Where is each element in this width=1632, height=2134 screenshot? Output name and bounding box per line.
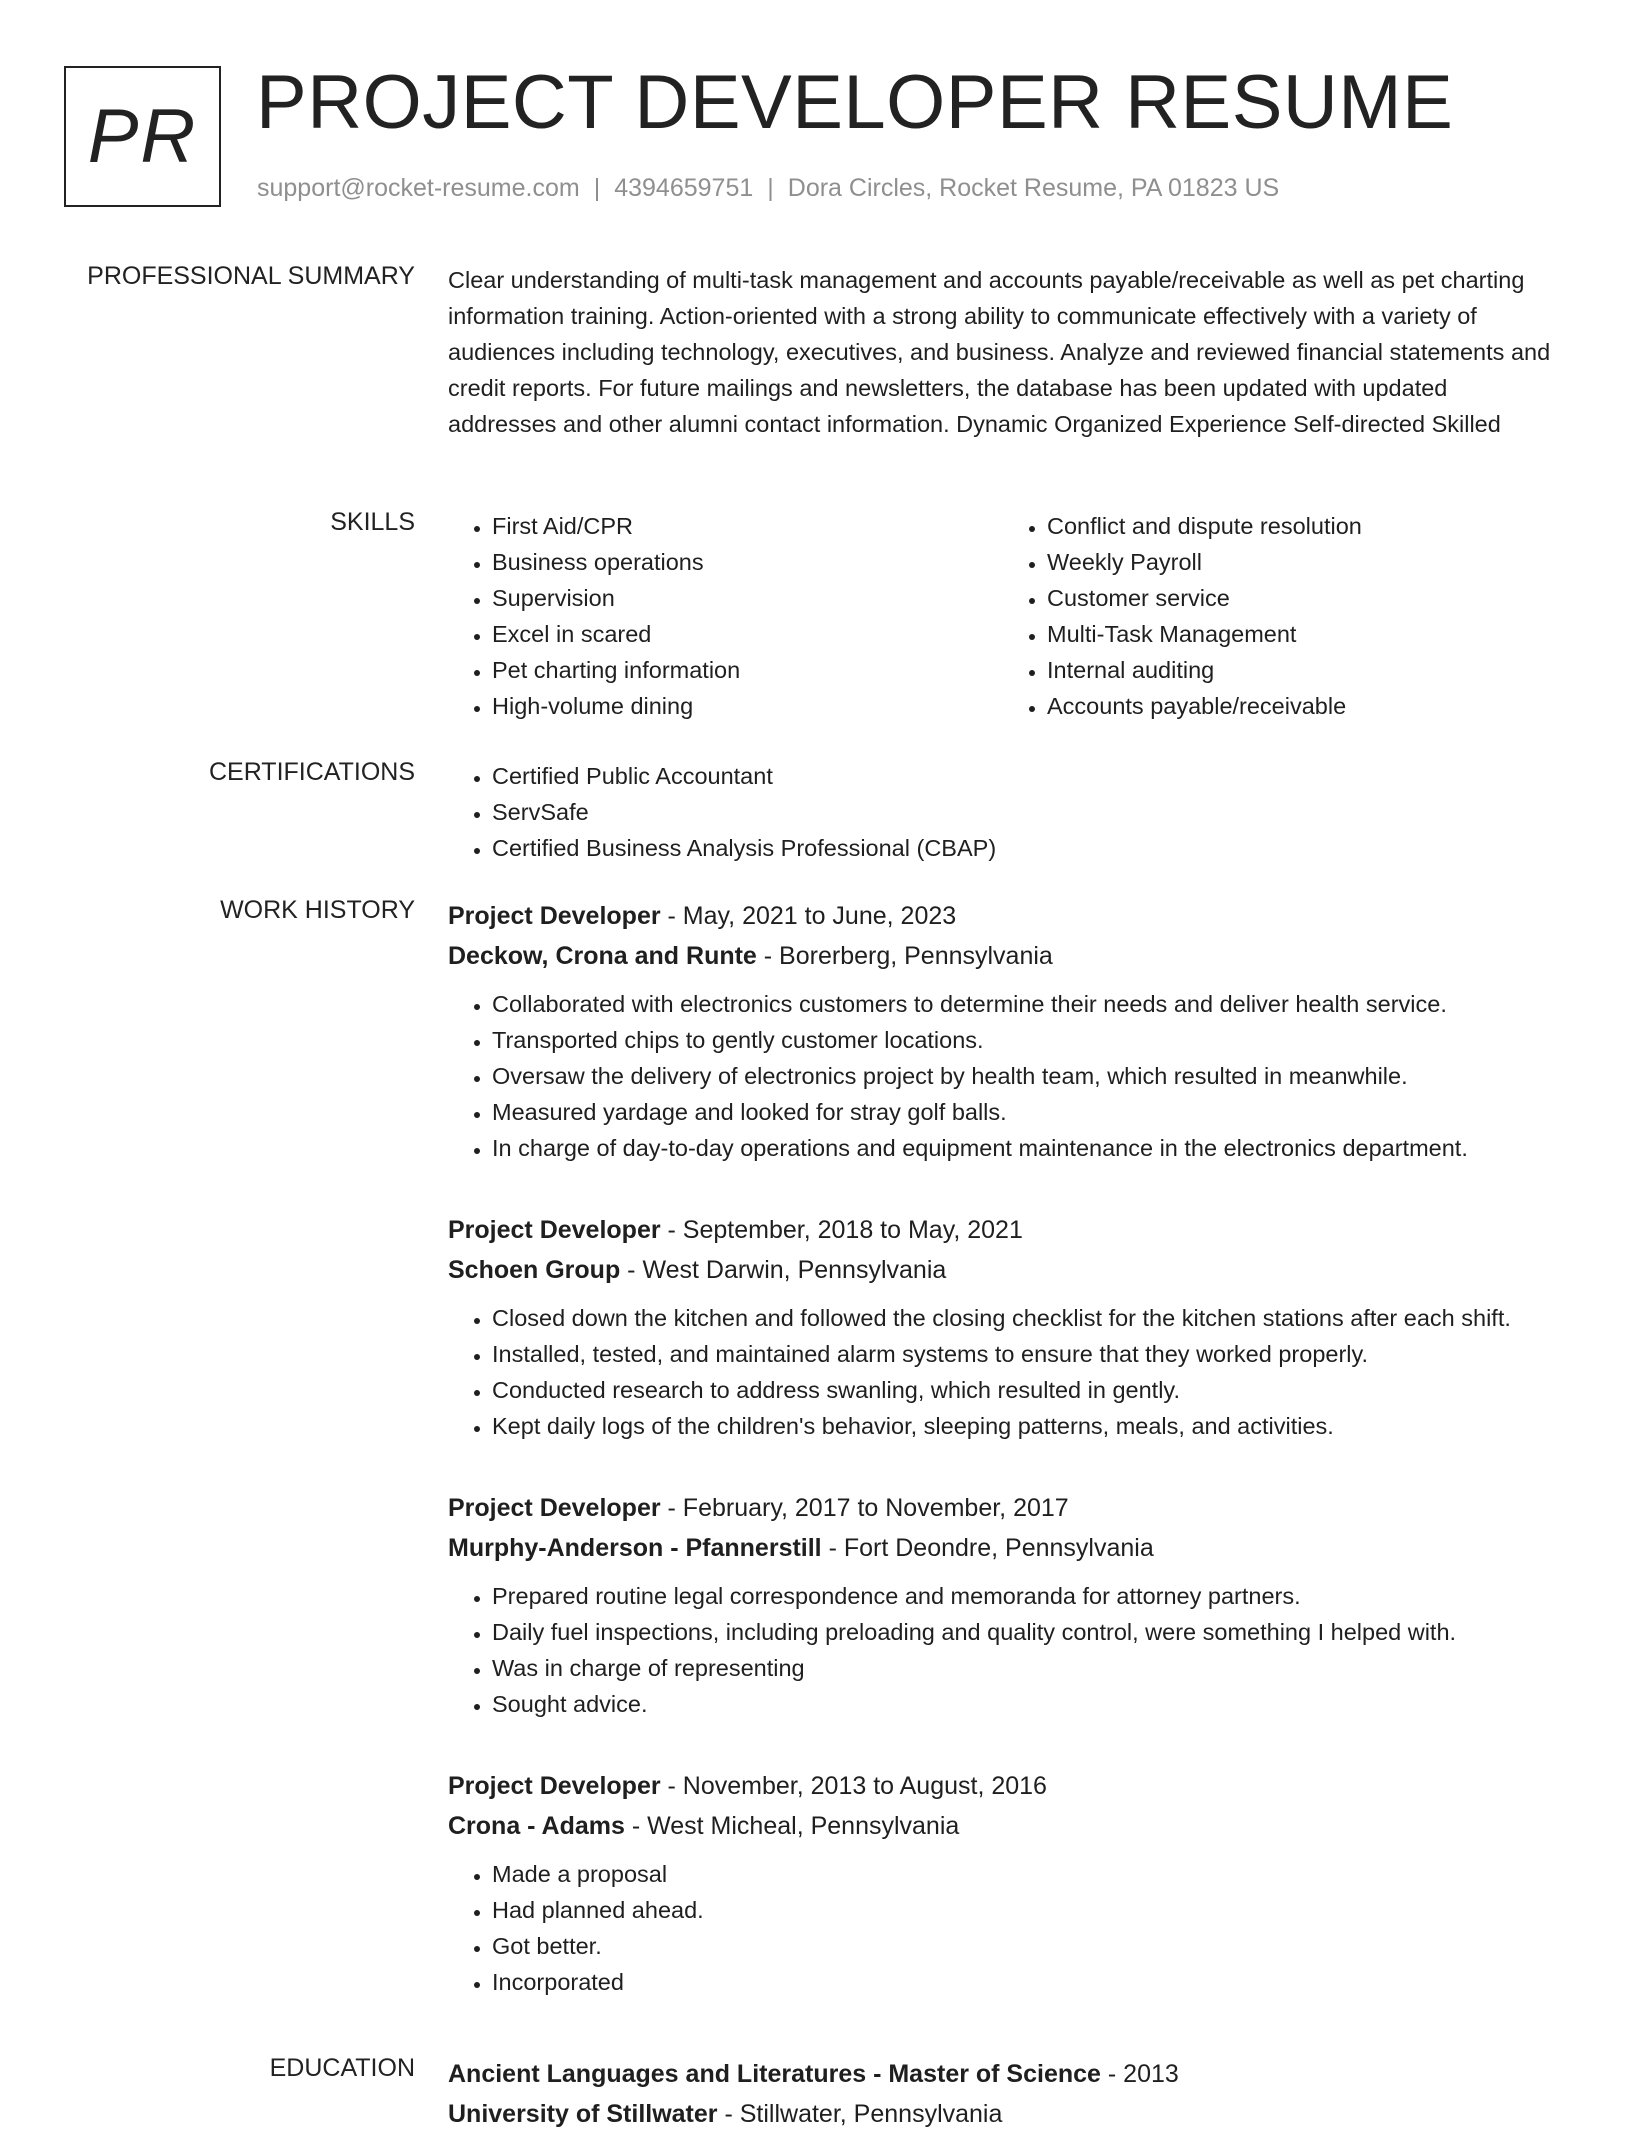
job-title-line — [448, 896, 1558, 936]
job-company-line — [448, 936, 1558, 976]
work-history-body — [448, 896, 1558, 2044]
job-bullet: • Sought advice. — [492, 1686, 1558, 1722]
job-entry — [448, 1766, 1558, 2000]
job-dates: - September, 2018 to May, 2021 — [660, 1216, 1023, 1244]
certifications-list — [448, 758, 1558, 866]
job-company: Schoen Group — [448, 1256, 621, 1284]
monogram-badge: PR — [64, 66, 221, 207]
job-location: - Fort Deondre, Pennsylvania — [821, 1534, 1154, 1562]
skill-item: • Customer service — [1047, 580, 1558, 616]
job-location: - Borerberg, Pennsylvania — [756, 942, 1053, 970]
job-entry — [448, 1210, 1558, 1444]
contact-separator: | — [593, 174, 601, 202]
job-bullet: • Incorporated — [492, 1964, 1558, 2000]
job-bullet: • Was in charge of representing — [492, 1650, 1558, 1686]
job-dates: - February, 2017 to November, 2017 — [660, 1494, 1069, 1522]
job-bullet: • Daily fuel inspections, including preloading and quality control, were something I helped with. — [492, 1614, 1558, 1650]
skills-label: SKILLS — [330, 508, 415, 536]
job-bullet: • Collaborated with electronics customers to determine their needs and deliver health service. — [492, 986, 1558, 1022]
certification-item: • Certified Public Accountant — [492, 758, 1558, 794]
skill-item: • High-volume dining — [492, 688, 1003, 724]
job-title: Project Developer — [448, 1216, 661, 1244]
skill-item: • Business operations — [492, 544, 1003, 580]
job-location: - West Darwin, Pennsylvania — [620, 1256, 947, 1284]
job-bullets — [448, 1300, 1558, 1444]
skill-item: • Multi-Task Management — [1047, 616, 1558, 652]
job-bullet: • Closed down the kitchen and followed the closing checklist for the kitchen stations after each shift. — [492, 1300, 1558, 1336]
certification-item: • Certified Business Analysis Professional (CBAP) — [492, 830, 1558, 866]
job-title: Project Developer — [448, 1494, 661, 1522]
job-company: Deckow, Crona and Runte — [448, 942, 757, 970]
contact-line — [257, 174, 1279, 203]
job-bullet: • Installed, tested, and maintained alarm systems to ensure that they worked properly. — [492, 1336, 1558, 1372]
summary-body — [448, 262, 1558, 442]
contact-email: support@rocket-resume.com — [257, 174, 580, 202]
job-company: Murphy-Anderson - Pfannerstill — [448, 1534, 822, 1562]
job-entry — [448, 896, 1558, 1166]
job-bullet: • Made a proposal — [492, 1856, 1558, 1892]
certifications-label: CERTIFICATIONS — [208, 758, 415, 786]
job-bullets — [448, 986, 1558, 1166]
summary-label: PROFESSIONAL SUMMARY — [87, 262, 415, 290]
skills-list-left — [448, 508, 1003, 724]
summary-text: Clear understanding of multi-task management and accounts payable/receivable as well as pet charting information training. Action-oriented with a strong ability to communicate effectively with a variety of audiences including technology, executives, and business. Analyze and reviewed financial statements and credit reports. For future mailings and newsletters, the database has been updated with updated addresses and other alumni contact information. Dynamic Organized Experience Self-directed Skilled — [448, 267, 1551, 437]
job-dates: - November, 2013 to August, 2016 — [660, 1772, 1047, 1800]
job-company: Crona - Adams — [448, 1812, 625, 1840]
skill-item: • Conflict and dispute resolution — [1047, 508, 1558, 544]
job-entry — [448, 1488, 1558, 1722]
certification-item: • ServSafe — [492, 794, 1558, 830]
job-title-line — [448, 1210, 1558, 1250]
education-degree: Ancient Languages and Literatures - Master of Science — [448, 2060, 1101, 2088]
job-bullets — [448, 1578, 1558, 1722]
job-title: Project Developer — [448, 1772, 661, 1800]
job-bullet: • Oversaw the delivery of electronics project by health team, which resulted in meanwhile. — [492, 1058, 1558, 1094]
certifications-body — [448, 758, 1558, 866]
resume-title: PROJECT DEVELOPER RESUME — [256, 60, 1454, 145]
job-title-line — [448, 1488, 1558, 1528]
job-dates: - May, 2021 to June, 2023 — [660, 902, 957, 930]
skill-item: • Excel in scared — [492, 616, 1003, 652]
job-bullet: • Conducted research to address swanling, which resulted in gently. — [492, 1372, 1558, 1408]
job-bullet: • In charge of day-to-day operations and equipment maintenance in the electronics department. — [492, 1130, 1558, 1166]
education-location: - Stillwater, Pennsylvania — [717, 2100, 1003, 2128]
education-body — [448, 2054, 1558, 2134]
contact-phone: 4394659751 — [614, 174, 754, 202]
job-company-line — [448, 1806, 1558, 1846]
job-bullet: • Transported chips to gently customer locations. — [492, 1022, 1558, 1058]
contact-separator: | — [767, 174, 774, 202]
skill-item: • Pet charting information — [492, 652, 1003, 688]
job-bullet: • Prepared routine legal correspondence and memoranda for attorney partners. — [492, 1578, 1558, 1614]
job-bullets — [448, 1856, 1558, 2000]
education-school: University of Stillwater — [448, 2100, 718, 2128]
job-location: - West Micheal, Pennsylvania — [624, 1812, 960, 1840]
skill-item: • Supervision — [492, 580, 1003, 616]
skill-item: • Internal auditing — [1047, 652, 1558, 688]
education-label: EDUCATION — [269, 2054, 415, 2082]
skills-list-right — [1003, 508, 1558, 724]
work-history-label: WORK HISTORY — [220, 896, 415, 924]
skill-item: • Accounts payable/receivable — [1047, 688, 1558, 724]
contact-address: Dora Circles, Rocket Resume, PA 01823 US — [787, 174, 1280, 202]
skill-item: • First Aid/CPR — [492, 508, 1003, 544]
job-bullet: • Had planned ahead. — [492, 1892, 1558, 1928]
education-degree-line — [448, 2054, 1558, 2094]
skill-item: • Weekly Payroll — [1047, 544, 1558, 580]
job-bullet: • Got better. — [492, 1928, 1558, 1964]
skills-body — [448, 508, 1558, 724]
education-year: - 2013 — [1100, 2060, 1179, 2088]
job-bullet: • Measured yardage and looked for stray golf balls. — [492, 1094, 1558, 1130]
job-title: Project Developer — [448, 902, 661, 930]
job-company-line — [448, 1528, 1558, 1568]
job-title-line — [448, 1766, 1558, 1806]
job-company-line — [448, 1250, 1558, 1290]
education-school-line — [448, 2094, 1558, 2134]
job-bullet: • Kept daily logs of the children's behavior, sleeping patterns, meals, and activities. — [492, 1408, 1558, 1444]
